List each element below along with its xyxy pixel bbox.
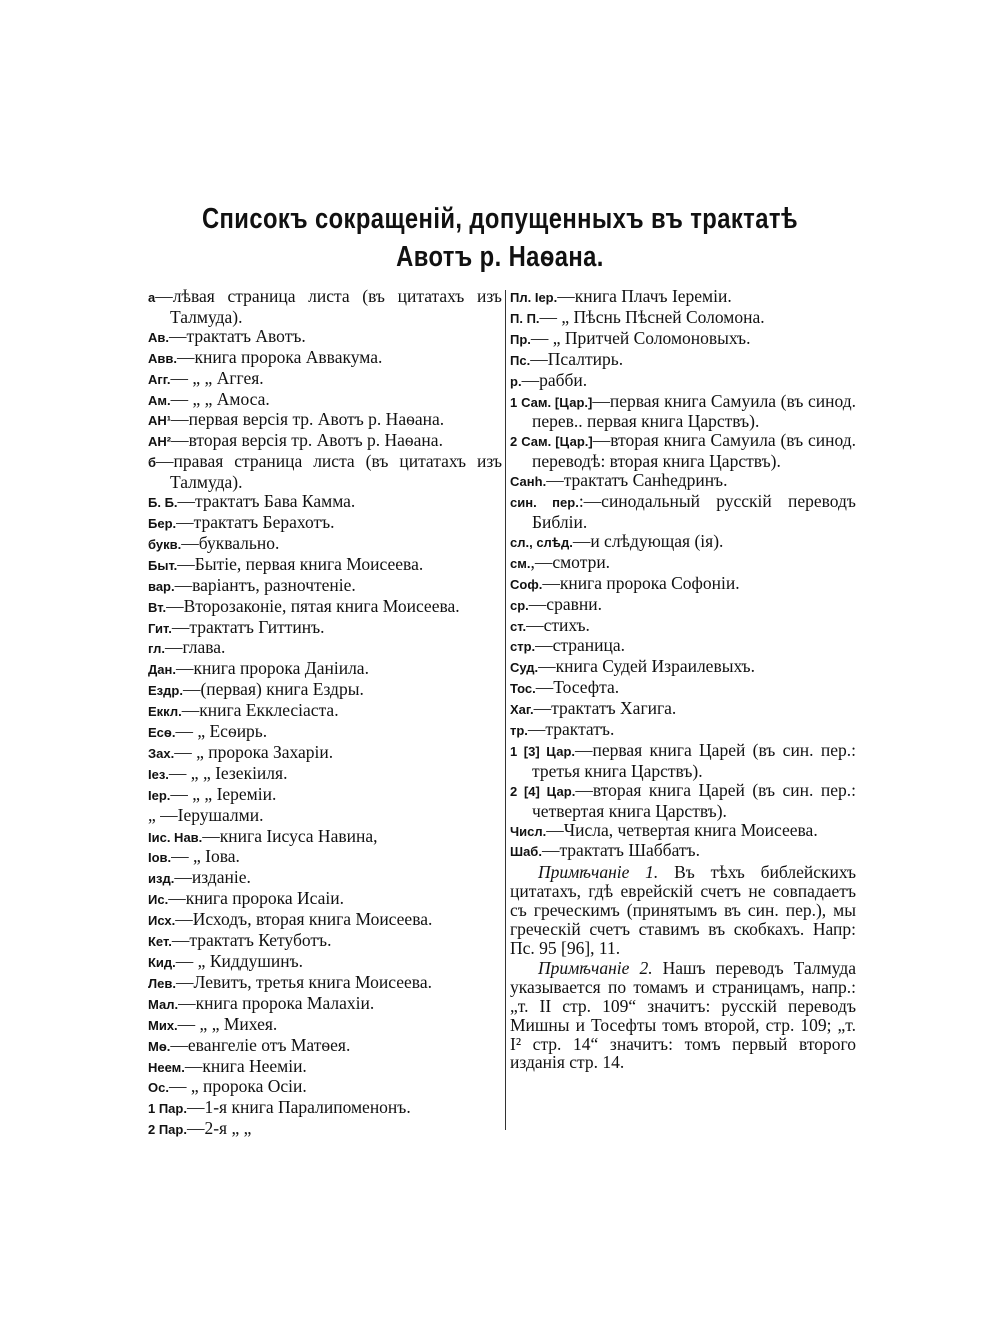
abbreviation-term: сл., слѣд.	[510, 534, 573, 550]
abbreviation-entry	[148, 576, 502, 597]
abbreviation-meaning: — „ „ Іереміи.	[170, 783, 277, 804]
abbreviation-entry	[148, 390, 502, 411]
abbreviation-entry	[148, 452, 502, 492]
abbreviation-meaning: —стихъ.	[526, 614, 590, 635]
abbreviation-entry	[148, 659, 502, 680]
abbreviation-meaning: —трактатъ Бава Камма.	[177, 491, 356, 512]
abbreviation-entry	[510, 720, 856, 741]
abbreviation-meaning: —рабби.	[521, 369, 588, 390]
abbreviation-entry	[148, 513, 502, 534]
abbreviation-term: изд.	[148, 871, 175, 887]
abbreviation-term: Кид.	[148, 955, 176, 970]
abbreviation-meaning: —первая книга Самуила (въ синод. перев.. первая книга Царствъ).	[532, 390, 856, 432]
abbreviation-meaning: —Второзаконіе, пятая книга Моисеева.	[166, 595, 460, 616]
abbreviation-term: см.	[510, 555, 531, 571]
abbreviation-term: тр.	[510, 723, 528, 739]
abbreviation-entry	[148, 348, 502, 369]
abbreviation-meaning: —Исходъ, вторая книга Моисеева.	[175, 909, 433, 930]
abbreviation-term: Числ.	[510, 823, 547, 839]
abbreviation-term: 1 Сам. [Цар.]	[510, 394, 593, 410]
abbreviation-term: Б. Б.	[148, 495, 178, 511]
abbreviation-entry	[510, 781, 856, 821]
abbreviation-meaning: „ —Іерушалми.	[148, 804, 264, 825]
abbreviation-meaning: —сравни.	[528, 593, 602, 614]
abbreviation-entry	[148, 764, 502, 785]
abbreviation-meaning: —лѣвая страница листа (въ цитатахъ изъ Талмуда).	[155, 286, 502, 327]
abbreviation-meaning: —вторая версія тр. Авотъ р. Наѳана.	[171, 430, 443, 451]
abbreviation-entry	[148, 1077, 502, 1098]
footnote-label: Примѣчаніе 1.	[538, 862, 659, 883]
abbreviation-term: Неем.	[148, 1059, 185, 1075]
abbreviation-meaning: —трактатъ Хагига.	[533, 698, 677, 719]
abbreviation-meaning: —трактатъ Авотъ.	[169, 325, 306, 346]
left-column	[148, 287, 502, 1140]
abbreviation-term: вар.	[148, 578, 175, 594]
abbreviation-term: Пр.	[510, 331, 531, 347]
abbreviation-entry	[510, 553, 856, 574]
abbreviation-term: Мих.	[148, 1017, 178, 1033]
abbreviation-meaning: —трактатъ Кетуботъ.	[171, 930, 332, 951]
page-title	[90, 200, 910, 276]
abbreviation-entry	[510, 431, 856, 471]
abbreviation-meaning: —Бытіе, первая книга Моисеева.	[177, 553, 424, 574]
abbreviation-entry	[148, 701, 502, 722]
abbreviation-term: 1 [3] Цар.	[510, 743, 575, 759]
abbreviation-entry	[510, 371, 856, 392]
abbreviation-meaning: —Тосефта.	[535, 677, 620, 698]
abbreviation-term: Ав.	[148, 329, 169, 345]
abbreviation-entry	[148, 680, 502, 701]
abbreviation-meaning: — „ пророка Осіи.	[168, 1076, 307, 1097]
abbreviation-entry	[510, 657, 856, 678]
abbreviation-term: Іер.	[148, 787, 171, 803]
abbreviation-term: Дан.	[148, 662, 176, 678]
abbreviation-term: син. пер.	[510, 495, 579, 511]
abbreviation-meaning: — „ „ Іезекіиля.	[168, 762, 288, 783]
abbreviation-entry	[510, 636, 856, 657]
abbreviation-term: Санh.	[510, 474, 547, 490]
abbreviation-term: Суд.	[510, 660, 539, 676]
abbreviation-meaning: —первая версія тр. Авотъ р. Наѳана.	[171, 409, 445, 430]
abbreviation-entry	[510, 821, 856, 842]
abbreviation-term: ст.	[510, 618, 527, 634]
abbreviation-entry	[148, 287, 502, 327]
abbreviation-meaning: —буквально.	[181, 532, 280, 553]
abbreviation-term: гл.	[148, 641, 165, 657]
abbreviation-meaning: —вторая книга Царей (въ син. пер.: четвертая книга Царствъ).	[532, 779, 856, 821]
abbreviation-meaning: —1-я книга Паралипоменонъ.	[186, 1097, 411, 1118]
abbreviation-entry	[510, 678, 856, 699]
abbreviation-entry	[510, 308, 856, 329]
abbreviation-entry	[510, 350, 856, 371]
abbreviation-meaning: —Псалтирь.	[530, 348, 624, 369]
abbreviation-entry	[510, 616, 856, 637]
abbreviation-term: Есѳ.	[148, 725, 176, 741]
abbreviation-meaning: —книга Нееміи.	[184, 1055, 307, 1076]
abbreviation-term: Пл. Іер.	[510, 290, 558, 305]
abbreviation-term: Исх.	[148, 913, 176, 929]
abbreviation-meaning: —правая страница листа (въ цитатахъ изъ Талмуда).	[156, 451, 502, 493]
abbreviation-term: а	[148, 290, 156, 305]
abbreviation-entry	[148, 534, 502, 555]
abbreviation-term: П. П.	[510, 310, 540, 326]
abbreviation-term: ср.	[510, 597, 529, 613]
abbreviation-term: Быт.	[148, 557, 178, 573]
abbreviation-meaning: —книга пророка Даніила.	[175, 658, 369, 679]
abbreviation-entry	[148, 555, 502, 576]
abbreviation-meaning: :—синодальный русскій переводъ Библіи.	[532, 491, 856, 532]
abbreviation-meaning: — „ „ Амоса.	[170, 388, 270, 409]
abbreviation-meaning: —трактатъ Берахотъ.	[176, 511, 335, 532]
abbreviation-meaning: — „ „ Аггея.	[170, 367, 264, 388]
footnote-text: Нашъ переводъ Талмуда указывается по томамъ и страницамъ, напр.: „т. II стр. 109“ значитъ: русскій переводъ Мишны и Тосефты томъ второй, стр. 109; „т. I² стр. 14“ значитъ: томъ первый второго изданія стр. 14.	[510, 957, 856, 1073]
abbreviation-meaning: — „ Пѣснь Пѣсней Соломона.	[539, 306, 765, 327]
abbreviation-term: Шаб.	[510, 844, 542, 860]
abbreviation-entry	[148, 1036, 502, 1057]
abbreviation-meaning: —книга пророка Исаіи.	[168, 888, 344, 909]
abbreviation-term: 2 Сам. [Цар.]	[510, 434, 593, 450]
abbreviation-meaning: —варіантъ, разночтеніе.	[174, 574, 356, 595]
abbreviation-term: Мѳ.	[148, 1038, 171, 1054]
abbreviation-entry	[148, 827, 502, 848]
abbreviation-term: Агг.	[148, 371, 171, 387]
abbreviation-entry	[148, 410, 502, 431]
abbreviation-term: Іис. Нав.	[148, 829, 203, 845]
abbreviation-meaning: —евангеліе отъ Матѳея.	[170, 1034, 351, 1055]
abbreviation-term: Авв.	[148, 350, 177, 366]
abbreviation-meaning: —первая книга Царей (въ син. пер.: третья книга Царствъ).	[532, 739, 856, 781]
abbreviation-entry	[148, 492, 502, 513]
abbreviation-meaning: —книга Плачъ Іереміи.	[557, 286, 732, 306]
abbreviation-entry	[510, 329, 856, 350]
abbreviation-term: стр.	[510, 639, 536, 655]
abbreviation-term: Ездр.	[148, 683, 183, 699]
abbreviation-entry	[148, 931, 502, 952]
abbreviation-entry	[510, 392, 856, 432]
abbreviation-entry	[510, 471, 856, 492]
abbreviation-entry	[148, 868, 502, 889]
abbreviation-entry	[148, 369, 502, 390]
abbreviation-meaning: —трактатъ.	[527, 719, 615, 740]
abbreviation-entry	[510, 532, 856, 553]
column-divider	[505, 290, 506, 1130]
abbreviation-entry	[510, 699, 856, 720]
abbreviation-meaning: —книга пророка Аввакума.	[176, 346, 383, 367]
abbreviation-term: б	[148, 455, 157, 471]
abbreviation-term: Соф.	[510, 576, 543, 592]
abbreviation-entry	[510, 492, 856, 532]
title-line-1: Списокъ сокращеній, допущенныхъ въ трактатѣ	[201, 203, 799, 235]
abbreviation-meaning: —изданіе.	[174, 867, 251, 888]
abbreviation-entry	[148, 973, 502, 994]
abbreviation-meaning: ,—смотри.	[530, 551, 611, 572]
abbreviation-meaning: — „ пророка Захаріи.	[174, 741, 334, 762]
abbreviation-meaning: —Числа, четвертая книга Моисеева.	[546, 819, 818, 840]
abbreviation-term: Іез.	[148, 766, 169, 782]
abbreviation-term: Іов.	[148, 850, 172, 866]
abbreviation-entry	[510, 741, 856, 781]
abbreviation-meaning: —глава.	[164, 637, 226, 658]
abbreviation-entry	[148, 785, 502, 806]
abbreviation-entry	[148, 431, 502, 452]
abbreviation-term: Ис.	[148, 892, 169, 908]
abbreviation-term: Ос.	[148, 1080, 169, 1096]
abbreviation-entry	[148, 743, 502, 764]
abbreviation-meaning: —трактатъ Гиттинъ.	[171, 616, 325, 637]
abbreviation-meaning: —вторая книга Самуила (въ синод. переводѣ: вторая книга Царствъ).	[532, 430, 856, 472]
abbreviation-term: 1 Пар.	[148, 1101, 187, 1117]
abbreviation-meaning: —трактатъ Санhедринъ.	[546, 470, 728, 491]
abbreviation-meaning: —книга Судей Израилевыхъ.	[538, 656, 755, 677]
footnote	[510, 959, 856, 1072]
abbreviation-term: Тос.	[510, 681, 536, 697]
abbreviation-entry	[148, 597, 502, 618]
abbreviation-meaning: —Левитъ, третья книга Моисеева.	[175, 971, 432, 992]
abbreviation-term: АН²	[148, 434, 172, 450]
abbreviation-meaning: — „ Притчей Соломоновыхъ.	[530, 327, 751, 348]
abbreviation-entry	[148, 994, 502, 1015]
footnote-label: Примѣчаніе 2.	[538, 957, 653, 978]
abbreviation-meaning: —книга пророка Малахіи.	[178, 992, 375, 1013]
abbreviation-entry	[510, 841, 856, 862]
abbreviation-term: АН¹	[148, 413, 172, 429]
abbreviation-term: Гит.	[148, 620, 172, 636]
abbreviation-meaning: —трактатъ Шаббатъ.	[541, 840, 700, 861]
abbreviation-entry	[148, 1057, 502, 1078]
abbreviation-entry	[148, 910, 502, 931]
abbreviation-term: Бер.	[148, 515, 177, 531]
footnote	[510, 863, 856, 958]
abbreviation-meaning: —страница.	[535, 635, 626, 656]
abbreviation-entry	[510, 595, 856, 616]
abbreviation-term: Хаг.	[510, 702, 534, 718]
abbreviation-entry	[510, 574, 856, 595]
abbreviation-entry	[148, 889, 502, 910]
right-column	[510, 287, 856, 1072]
abbreviation-meaning: —(первая) книга Ездры.	[182, 679, 364, 700]
abbreviation-entry	[148, 618, 502, 639]
abbreviation-term: 2 Пар.	[148, 1122, 187, 1138]
abbreviation-term: Пс.	[510, 352, 531, 368]
abbreviation-entry	[510, 287, 856, 308]
abbreviation-term: букв.	[148, 536, 182, 552]
abbreviation-meaning: —2-я „ „	[186, 1118, 252, 1139]
abbreviation-entry	[148, 327, 502, 348]
abbreviation-term: Кет.	[148, 934, 172, 950]
abbreviation-term: Зах.	[148, 745, 175, 761]
abbreviation-meaning: —книга Іисуса Навина,	[202, 825, 378, 846]
abbreviation-entry	[148, 806, 502, 827]
title-line-2: Авотъ р. Наѳана.	[396, 241, 604, 273]
abbreviation-entry	[148, 847, 502, 868]
abbreviation-entry	[148, 722, 502, 743]
footnote-text: Въ тѣхъ библейскихъ цитатахъ, гдѣ еврейскій счетъ не совпадаетъ съ греческимъ (принятымъ въ син. пер.), мы греческій счетъ ставимъ въ скобкахъ. Напр: Пс. 95 [96], 11.	[510, 862, 857, 958]
abbreviation-term: Еккл.	[148, 704, 182, 720]
abbreviation-meaning: — „ Киддушинъ.	[175, 951, 304, 971]
abbreviation-entry	[148, 952, 502, 973]
abbreviation-term: р.	[510, 373, 522, 389]
abbreviation-meaning: —книга пророка Софоніи.	[542, 572, 740, 593]
abbreviation-meaning: — „ Есѳирь.	[175, 721, 268, 742]
abbreviation-term: Мал.	[148, 996, 179, 1012]
abbreviation-term: Вт.	[148, 599, 167, 615]
abbreviation-entry	[148, 1119, 502, 1140]
abbreviation-term: Ам.	[148, 392, 171, 408]
abbreviation-meaning: — „ „ Михея.	[177, 1013, 278, 1034]
abbreviation-entry	[148, 638, 502, 659]
abbreviation-meaning: — „ Іова.	[171, 846, 240, 867]
abbreviation-term: Лев.	[148, 975, 176, 991]
abbreviation-meaning: —книга Екклесіаста.	[181, 700, 339, 721]
abbreviation-term: 2 [4] Цар.	[510, 783, 576, 799]
abbreviation-entry	[148, 1015, 502, 1036]
abbreviation-meaning: —и слѣдующая (ія).	[572, 530, 724, 551]
abbreviation-entry	[148, 1098, 502, 1119]
